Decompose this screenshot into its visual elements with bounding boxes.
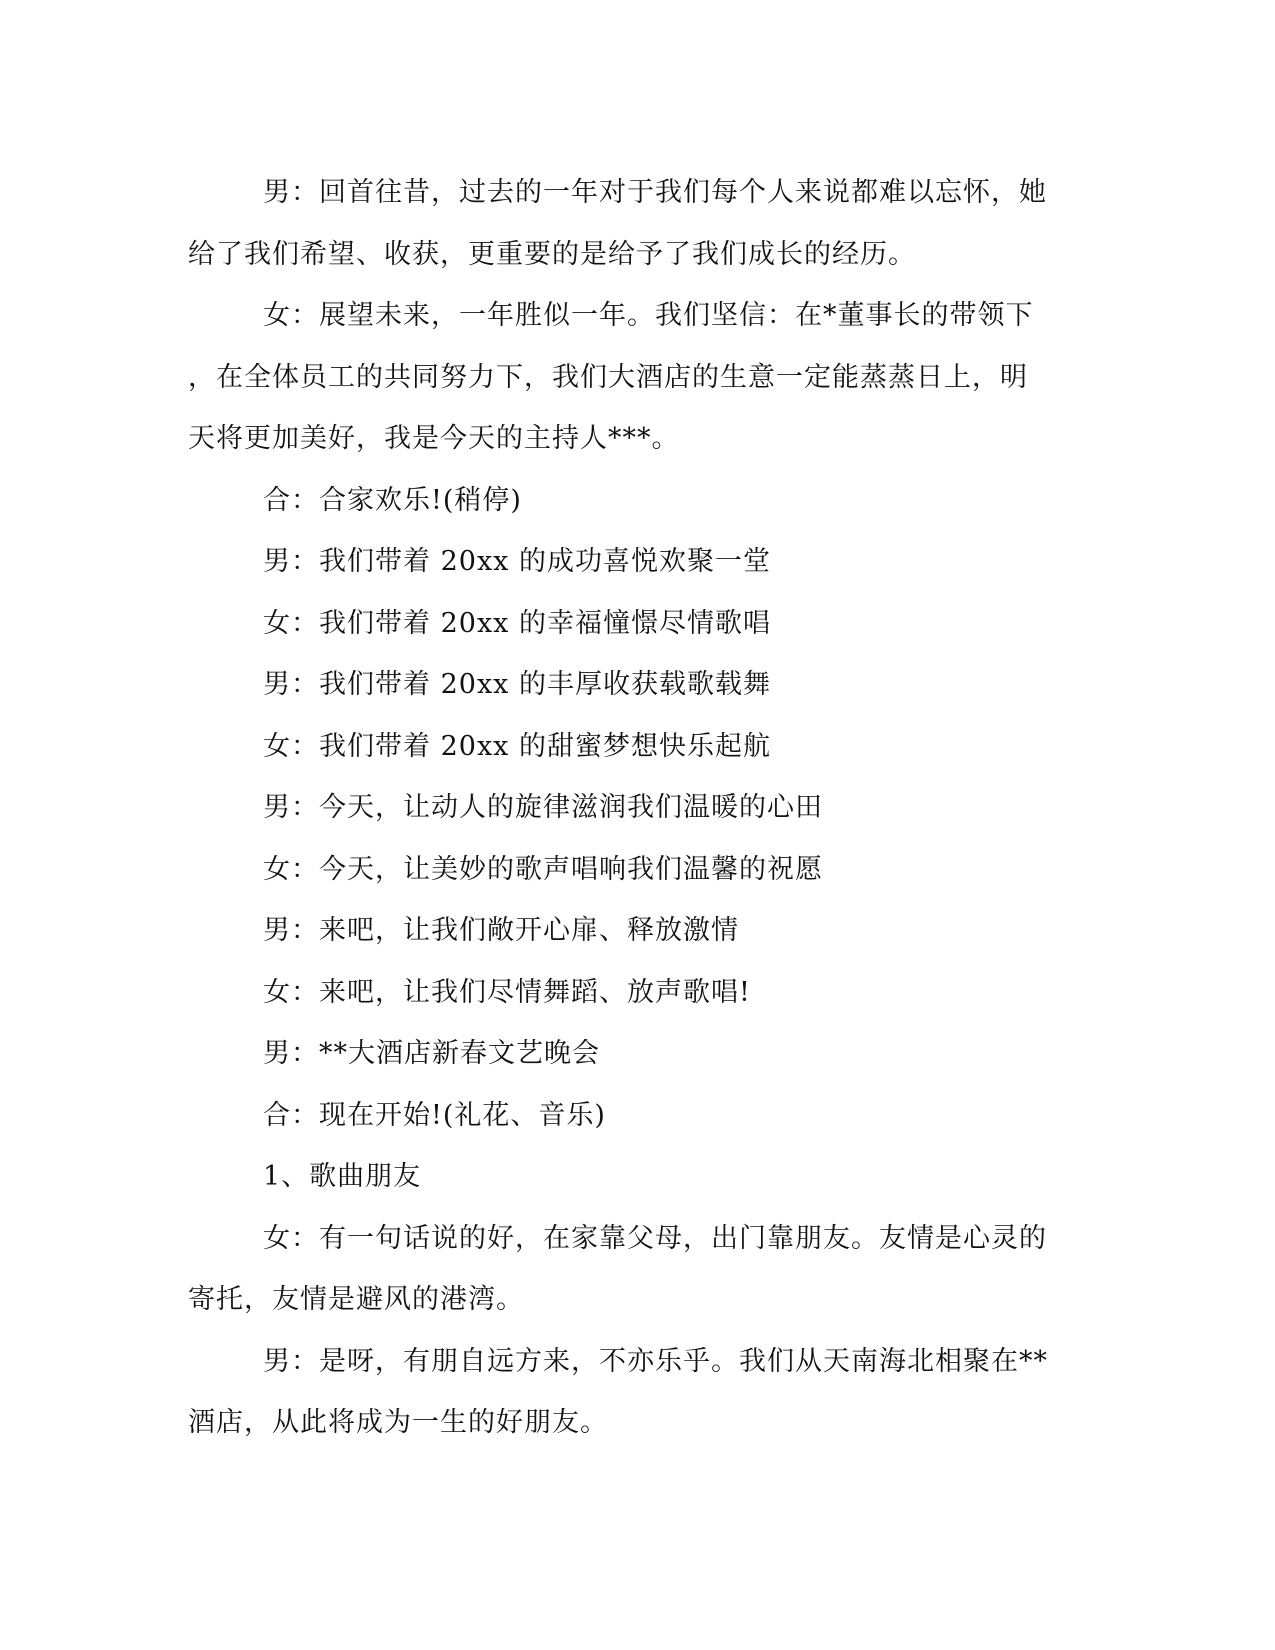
text-line: 女：来吧，让我们尽情舞蹈、放声歌唱! — [263, 976, 751, 1008]
text-line: 男：我们带着 20xx 的丰厚收获载歌载舞 — [263, 669, 771, 700]
text-line: 女：今天，让美妙的歌声唱响我们温馨的祝愿 — [263, 853, 823, 885]
text-line: 1、歌曲朋友 — [263, 1161, 422, 1192]
text-line: 寄托，友情是避风的港湾。 — [188, 1284, 524, 1315]
paragraph-4 — [188, 531, 1088, 593]
paragraph-1 — [188, 162, 1088, 285]
paragraph-5 — [188, 593, 1088, 655]
paragraph-11 — [188, 962, 1088, 1024]
paragraph-8 — [188, 777, 1088, 839]
text-line: ，在全体员工的共同努力下，我们大酒店的生意一定能蒸蒸日上，明 — [188, 361, 1028, 393]
text-line: 女：我们带着 20xx 的幸福憧憬尽情歌唱 — [263, 607, 771, 639]
document-body — [188, 162, 1088, 1454]
text-line: 女：我们带着 20xx 的甜蜜梦想快乐起航 — [263, 730, 771, 762]
text-line: 男：是呀，有朋自远方来，不亦乐乎。我们从天南海北相聚在** — [263, 1345, 1048, 1377]
paragraph-7 — [188, 716, 1088, 778]
paragraph-3 — [188, 470, 1088, 532]
paragraph-12 — [188, 1023, 1088, 1085]
text-line: 男：我们带着 20xx 的成功喜悦欢聚一堂 — [263, 546, 771, 577]
text-line: 女：展望未来，一年胜似一年。我们坚信：在*董事长的带领下 — [263, 300, 1034, 331]
paragraph-10 — [188, 900, 1088, 962]
text-line: 男：今天，让动人的旋律滋润我们温暖的心田 — [263, 792, 823, 823]
text-line: 给了我们希望、收获，更重要的是给予了我们成长的经历。 — [188, 238, 916, 270]
paragraph-15 — [188, 1208, 1088, 1331]
text-line: 天将更加美好，我是今天的主持人***。 — [188, 423, 680, 454]
text-line: 男：**大酒店新春文艺晚会 — [263, 1038, 600, 1069]
text-line: 合：现在开始!(礼花、音乐) — [263, 1099, 606, 1131]
paragraph-16 — [188, 1331, 1088, 1454]
text-line: 女：有一句话说的好，在家靠父母，出门靠朋友。友情是心灵的 — [263, 1222, 1047, 1254]
text-line: 合：合家欢乐!(稍停) — [263, 484, 522, 516]
paragraph-2 — [188, 285, 1088, 470]
paragraph-6 — [188, 654, 1088, 716]
text-line: 酒店，从此将成为一生的好朋友。 — [188, 1407, 608, 1438]
text-line: 男：回首往昔，过去的一年对于我们每个人来说都难以忘怀，她 — [263, 177, 1047, 208]
paragraph-9 — [188, 839, 1088, 901]
text-line: 男：来吧，让我们敞开心扉、释放激情 — [263, 915, 739, 946]
paragraph-13 — [188, 1085, 1088, 1147]
section-heading-song-friends — [188, 1146, 1088, 1208]
